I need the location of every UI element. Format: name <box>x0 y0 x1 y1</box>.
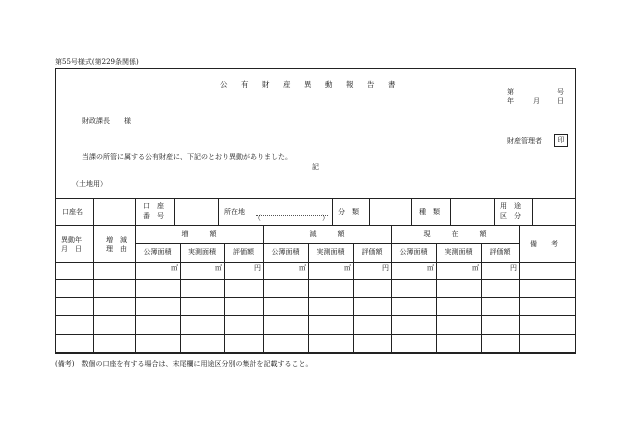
dec-measured-area: 実測面積 <box>316 248 345 256</box>
vline-info-2 <box>135 198 136 225</box>
body-text: 当課の所管に属する公有財産に、下記のとおり異動がありました。 <box>82 153 292 161</box>
reason-header-1: 増 減 <box>106 236 127 244</box>
vline-date <box>93 225 94 353</box>
footnote: (備考) 数個の口座を有する場合は、末尾欄に用途区分別の集計を記載すること。 <box>55 360 313 368</box>
seal-box: 印 <box>554 134 568 147</box>
account-name-label: 口座名 <box>62 208 83 216</box>
usage-label-2: 区 分 <box>500 212 521 220</box>
unit-cur-official: ㎡ <box>427 264 434 272</box>
vline-cur-1 <box>436 243 437 353</box>
vline-group-2 <box>391 225 392 353</box>
classification-label: 分 類 <box>338 208 359 216</box>
line-top-info <box>55 198 576 199</box>
type-label: 種 類 <box>419 208 440 216</box>
cur-official-area: 公簿面積 <box>399 248 428 256</box>
vline-info-7 <box>411 198 412 225</box>
unit-dec-valuation: 円 <box>382 264 389 272</box>
cur-valuation: 評価額 <box>489 248 511 256</box>
group-increase: 増 額 <box>181 230 217 238</box>
dec-official-area: 公簿面積 <box>271 248 300 256</box>
reason-header-2: 理 由 <box>106 245 127 253</box>
cur-measured-area: 実測面積 <box>444 248 473 256</box>
unit-inc-valuation: 円 <box>254 264 261 272</box>
date-month: 月 <box>533 97 540 105</box>
line-subheader <box>135 243 519 244</box>
dec-valuation: 評価額 <box>361 248 383 256</box>
line-row4 <box>55 334 576 335</box>
location-paren-open: （ <box>254 214 261 222</box>
vline-info-4 <box>218 198 219 225</box>
group-decrease: 減 額 <box>309 230 345 238</box>
line-header-bottom <box>55 262 576 263</box>
vline-info-9 <box>494 198 495 225</box>
vline-cur-2 <box>481 243 482 353</box>
unit-dec-official: ㎡ <box>299 264 306 272</box>
remarks-header: 備 考 <box>530 240 558 248</box>
line-top-table <box>55 225 576 226</box>
vline-info-8 <box>450 198 451 225</box>
location-underline <box>256 215 328 216</box>
group-current: 現 在 額 <box>423 230 487 238</box>
date-year: 年 <box>507 97 514 105</box>
vline-info-10 <box>532 198 533 225</box>
line-row1 <box>55 279 576 280</box>
unit-inc-official: ㎡ <box>171 264 178 272</box>
inc-valuation: 評価額 <box>233 248 254 256</box>
vline-dec-2 <box>353 243 354 353</box>
signer-label: 財産管理者 <box>507 137 542 145</box>
vline-info-6 <box>369 198 370 225</box>
line-row2 <box>55 297 576 298</box>
vline-info-1 <box>93 198 94 225</box>
line-row3 <box>55 315 576 316</box>
vline-reason <box>135 225 136 353</box>
vline-inc-2 <box>224 243 225 353</box>
unit-cur-measured: ㎡ <box>472 264 479 272</box>
location-paren-close: ） <box>322 214 329 222</box>
usage-label-1: 用 途 <box>500 202 521 210</box>
location-label: 所在地 <box>224 208 245 216</box>
date-day: 日 <box>557 97 564 105</box>
account-number-label-1: 口 座 <box>143 202 164 210</box>
date-header-2: 月 日 <box>61 245 82 253</box>
unit-dec-measured: ㎡ <box>344 264 351 272</box>
inc-measured-area: 実測面積 <box>188 248 216 256</box>
date-header-1: 異動年 <box>61 236 82 244</box>
form-title: 公有財産異動報告書 <box>220 80 409 89</box>
number-suffix: 号 <box>557 88 564 96</box>
form-frame <box>55 68 576 354</box>
form-number: 第55号様式(第229条関係) <box>55 58 139 66</box>
category-label: （土地用） <box>72 180 107 188</box>
vline-group-1 <box>263 225 264 353</box>
unit-cur-valuation: 円 <box>510 264 517 272</box>
number-label: 第 <box>507 88 514 96</box>
vline-dec-1 <box>308 243 309 353</box>
vline-info-5 <box>332 198 333 225</box>
inc-official-area: 公簿面積 <box>143 248 172 256</box>
vline-inc-1 <box>180 243 181 353</box>
addressee: 財政課長 様 <box>82 117 131 125</box>
vline-remarks <box>519 225 520 353</box>
account-number-label-2: 番 号 <box>143 212 164 220</box>
ki-label: 記 <box>312 163 319 171</box>
vline-info-3 <box>174 198 175 225</box>
unit-inc-measured: ㎡ <box>215 264 222 272</box>
